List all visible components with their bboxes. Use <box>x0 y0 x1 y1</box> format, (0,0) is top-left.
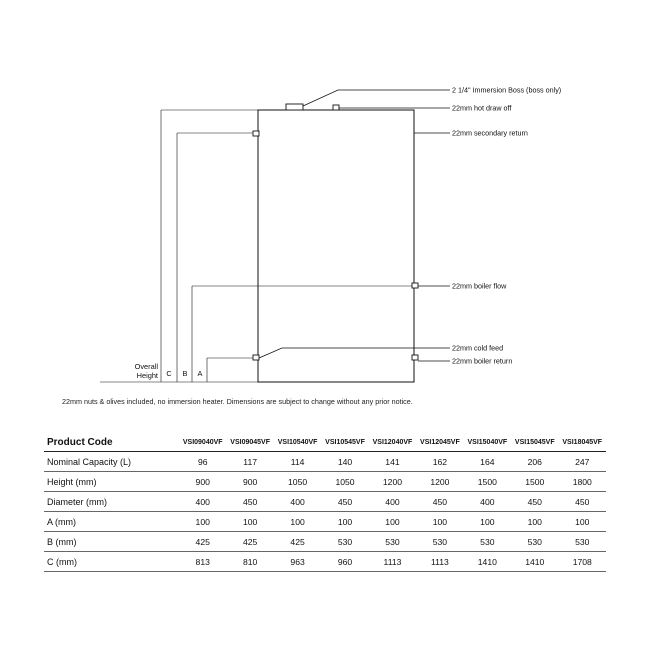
secondary-return-label: 22mm secondary return <box>452 128 528 138</box>
table-cell: 162 <box>416 452 463 472</box>
table-cell: 810 <box>226 552 273 572</box>
table-cell: 100 <box>464 512 511 532</box>
table-cell: 450 <box>226 492 273 512</box>
table-cell: 100 <box>559 512 607 532</box>
table-cell: 100 <box>226 512 273 532</box>
cylinder-body <box>258 110 414 382</box>
product-code-column-header: VSI10540VF <box>274 433 321 452</box>
table-cell: 164 <box>464 452 511 472</box>
table-cell: 900 <box>226 472 273 492</box>
table-cell: 100 <box>369 512 416 532</box>
hot-draw-off-fitting <box>333 105 339 110</box>
table-cell: 425 <box>226 532 273 552</box>
table-cell: 1410 <box>511 552 558 572</box>
row-label: A (mm) <box>44 512 179 532</box>
table-cell: 1200 <box>369 472 416 492</box>
table-cell: 530 <box>369 532 416 552</box>
dim-a-label: A <box>197 369 203 378</box>
table-cell: 1708 <box>559 552 607 572</box>
immersion-boss-leader <box>303 90 450 106</box>
table-cell: 400 <box>464 492 511 512</box>
table-cell: 963 <box>274 552 321 572</box>
height-label: Height <box>136 371 158 380</box>
boiler-return-label: 22mm boiler return <box>452 356 513 366</box>
table-body <box>44 452 606 572</box>
table-cell: 141 <box>369 452 416 472</box>
table-cell: 530 <box>416 532 463 552</box>
table-cell: 1500 <box>511 472 558 492</box>
secondary-return-fitting <box>253 131 259 136</box>
product-code-column-header: VSI15040VF <box>464 433 511 452</box>
table-cell: 400 <box>274 492 321 512</box>
table-cell: 100 <box>511 512 558 532</box>
table-cell: 1113 <box>369 552 416 572</box>
immersion-boss-label: 2 1/4" Immersion Boss (boss only) <box>452 85 562 95</box>
table-cell: 425 <box>274 532 321 552</box>
product-code-column-header: VSI10545VF <box>321 433 368 452</box>
row-label: B (mm) <box>44 532 179 552</box>
table-cell: 1050 <box>321 472 368 492</box>
product-code-column-header: VSI12040VF <box>369 433 416 452</box>
disclaimer-note: 22mm nuts & olives included, no immersion heater. Dimensions are subject to change without any prior notice. <box>62 397 413 406</box>
table-cell: 530 <box>464 532 511 552</box>
table-cell: 450 <box>511 492 558 512</box>
table-cell: 425 <box>179 532 226 552</box>
table-cell: 530 <box>559 532 607 552</box>
row-label: Diameter (mm) <box>44 492 179 512</box>
table-cell: 450 <box>416 492 463 512</box>
row-label: C (mm) <box>44 552 179 572</box>
overall-label: Overall <box>134 362 158 371</box>
boiler-return-fitting <box>412 355 418 360</box>
row-label: Nominal Capacity (L) <box>44 452 179 472</box>
table-cell: 140 <box>321 452 368 472</box>
product-code-column-header: VSI12045VF <box>416 433 463 452</box>
dim-c-label: C <box>166 369 172 378</box>
boiler-flow-fitting <box>412 283 418 288</box>
row-label: Height (mm) <box>44 472 179 492</box>
table-cell: 450 <box>559 492 607 512</box>
table-row <box>44 552 606 572</box>
table-cell: 450 <box>321 492 368 512</box>
table-cell: 100 <box>274 512 321 532</box>
table-cell: 1113 <box>416 552 463 572</box>
product-code-column-header: VSI09045VF <box>226 433 273 452</box>
table-cell: 100 <box>321 512 368 532</box>
table-header-row <box>44 433 606 452</box>
table-cell: 400 <box>179 492 226 512</box>
product-code-column-header: VSI18045VF <box>559 433 607 452</box>
hot-draw-off-label: 22mm hot draw off <box>452 103 512 113</box>
table-cell: 530 <box>321 532 368 552</box>
cold-feed-label: 22mm cold feed <box>452 343 504 353</box>
table-cell: 530 <box>511 532 558 552</box>
table-row <box>44 452 606 472</box>
table-cell: 813 <box>179 552 226 572</box>
table-cell: 247 <box>559 452 607 472</box>
product-code-header: Product Code <box>44 433 179 452</box>
table-cell: 96 <box>179 452 226 472</box>
cold-feed-fitting <box>253 355 259 360</box>
table-cell: 206 <box>511 452 558 472</box>
boiler-flow-label: 22mm boiler flow <box>452 281 507 291</box>
table-cell: 100 <box>416 512 463 532</box>
table-cell: 960 <box>321 552 368 572</box>
table-cell: 114 <box>274 452 321 472</box>
table-cell: 1050 <box>274 472 321 492</box>
table-cell: 1800 <box>559 472 607 492</box>
table-cell: 1500 <box>464 472 511 492</box>
table-cell: 1200 <box>416 472 463 492</box>
table-cell: 100 <box>179 512 226 532</box>
table-row <box>44 492 606 512</box>
specification-table <box>44 433 606 572</box>
table-cell: 900 <box>179 472 226 492</box>
table-row <box>44 532 606 552</box>
product-code-column-header: VSI09040VF <box>179 433 226 452</box>
table-row <box>44 472 606 492</box>
table-row <box>44 512 606 532</box>
product-code-column-header: VSI15045VF <box>511 433 558 452</box>
immersion-boss-fitting <box>286 104 303 110</box>
table-cell: 400 <box>369 492 416 512</box>
cold-feed-leader <box>259 348 450 358</box>
table-cell: 1410 <box>464 552 511 572</box>
dim-b-label: B <box>182 369 188 378</box>
table-cell: 117 <box>226 452 273 472</box>
